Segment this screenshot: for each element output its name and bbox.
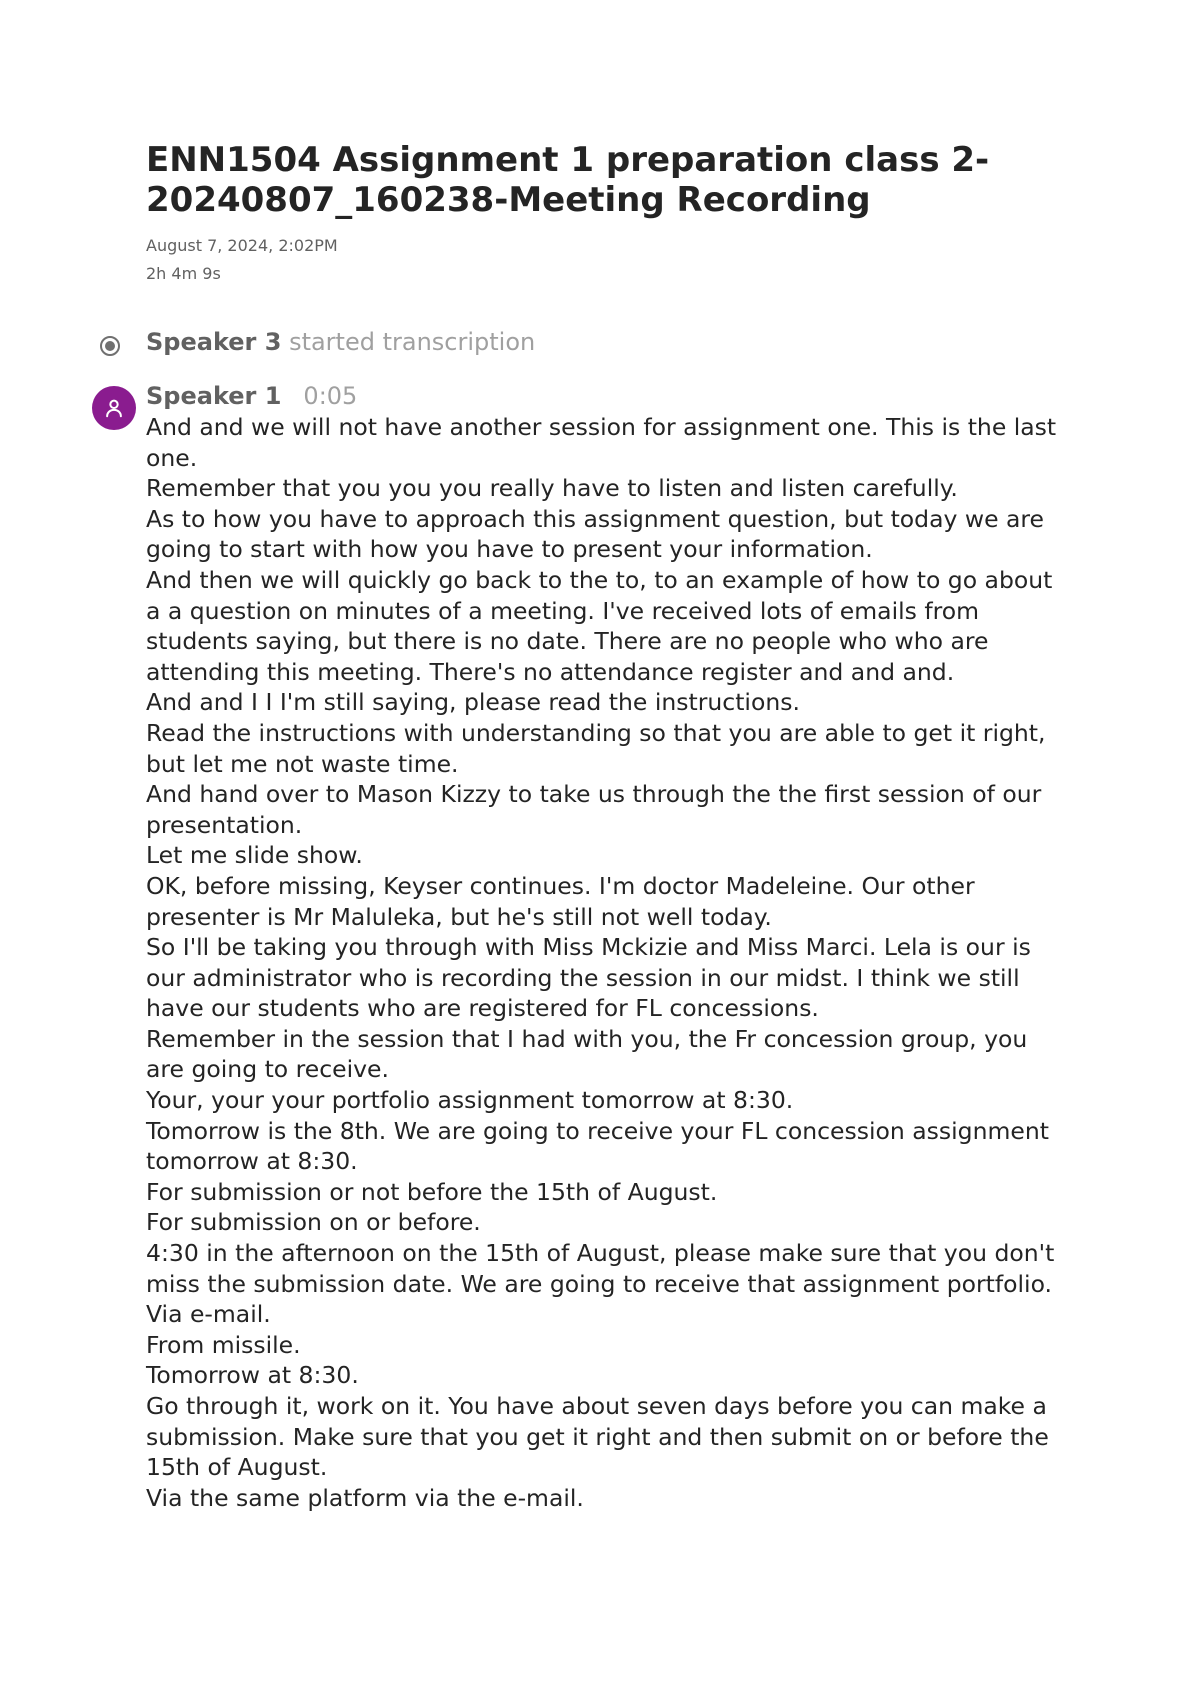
transcript-line: As to how you have to approach this assignment question, but today we are going to start with how you have to present your information. [146,504,1045,564]
transcript-line: Tomorrow is the 8th. We are going to receive your FL concession assignment tomorrow at 8:30. [146,1116,1049,1176]
transcript-line: Let me slide show. [146,841,363,870]
transcript-line: Your, your your portfolio assignment tomorrow at 8:30. [146,1086,794,1115]
meeting-date: August 7, 2024, 2:02PM [146,236,338,255]
transcript-line: And hand over to Mason Kizzy to take us through the the first session of our presentation. [146,780,1042,839]
transcript-line: Read the instructions with understanding so that you are able to get it right, but let me not waste time. [146,718,1046,778]
meeting-duration: 2h 4m 9s [146,264,221,283]
transcript-line: Remember that you you you really have to listen and listen carefully. [146,474,958,503]
event-text: started transcription [289,328,536,356]
transcription-started-event [146,326,1066,358]
transcript-entry [146,380,1066,1513]
transcript-line: Go through it, work on it. You have about seven days before you can make a submission. Make sure that you get it right and then submit on or before the 15th of August. [146,1392,1049,1482]
transcript-document [146,140,1066,1513]
transcript-line: For submission on or before. [146,1208,481,1237]
transcript-line: And and we will not have another session for assignment one. This is the last one. [146,413,1057,472]
record-icon [100,336,120,356]
transcript-line: Via e-mail. [146,1300,271,1329]
document-title: ENN1504 Assignment 1 preparation class 2-20240807_160238-Meeting Recording [146,140,990,220]
transcript-line: From missile. [146,1330,301,1359]
transcript-lines [146,412,1066,1513]
speaker-name: Speaker 1 [146,382,282,410]
transcript-line: And then we will quickly go back to the to, to an example of how to go about a a question on minutes of a meeting. I've received lots of emails from students saying, but there is no date. There are no people who who are attending this meeting. There's no attendance register and and and. [146,565,1053,686]
transcript-line: Remember in the session that I had with you, the Fr concession group, you are going to receive. [146,1024,1028,1084]
transcript-line: OK, before missing, Keyser continues. I'm doctor Madeleine. Our other presenter is Mr Maluleka, but he's still not well today. [146,871,975,931]
timestamp: 0:05 [303,382,358,410]
transcript-line: For submission or not before the 15th of August. [146,1177,718,1206]
person-icon [103,397,125,419]
transcript-line: Via the same platform via the e-mail. [146,1483,584,1512]
entry-header [146,380,1066,412]
transcript-line: And and I I I'm still saying, please read the instructions. [146,688,800,717]
event-speaker-name: Speaker 3 [146,328,282,356]
avatar [92,386,136,430]
transcript-line: So I'll be taking you through with Miss Mckizie and Miss Marci. Lela is our is our administrator who is recording the session in our midst. I think we still have our students who are registered for FL concessions. [146,933,1031,1023]
transcript-line: 4:30 in the afternoon on the 15th of August, please make sure that you don't miss the submission date. We are going to receive that assignment portfolio. [146,1239,1055,1298]
transcript-line: Tomorrow at 8:30. [146,1361,359,1390]
